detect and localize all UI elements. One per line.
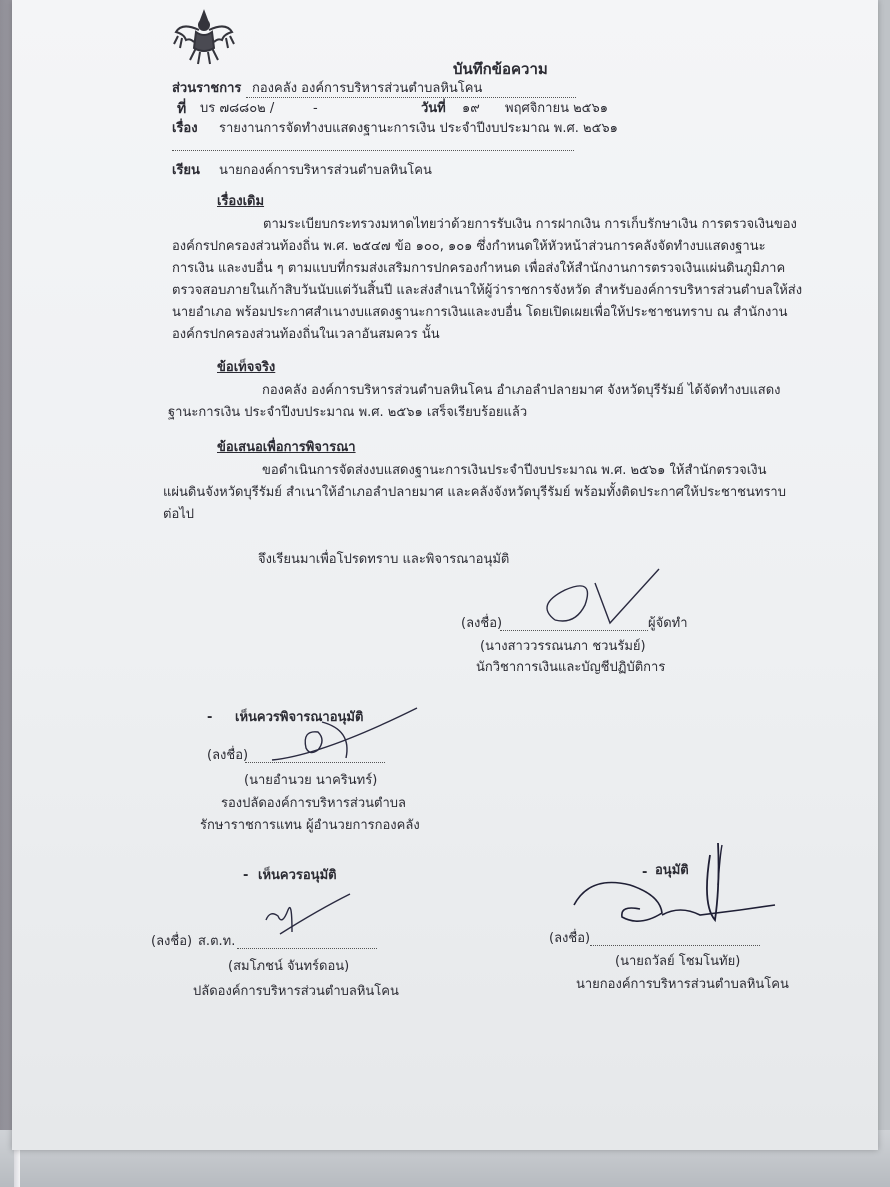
background-heading: เรื่องเดิม bbox=[217, 194, 265, 209]
no-dash: - bbox=[313, 101, 318, 116]
mayor-sign-label: (ลงชื่อ) bbox=[549, 931, 591, 946]
deputy-position-1: รองปลัดองค์การบริหารส่วนตำบล bbox=[221, 796, 406, 811]
mayor-position: นายกองค์การบริหารส่วนตำบลหินโคน bbox=[576, 977, 789, 992]
deputy-sign-line bbox=[245, 762, 385, 763]
subject-dotted-line bbox=[172, 150, 574, 151]
preparer-signature-icon bbox=[525, 565, 665, 635]
garuda-emblem-icon bbox=[172, 8, 236, 68]
preparer-position: นักวิชาการเงินและบัญชีปฏิบัติการ bbox=[476, 660, 666, 675]
memo-title: บันทึกข้อความ bbox=[453, 60, 548, 78]
no-value: บร ๗๘๘๐๒ / bbox=[200, 101, 275, 116]
clerk-opinion: เห็นควรอนุมัติ bbox=[258, 868, 337, 883]
no-label: ที่ bbox=[177, 101, 187, 117]
preparer-name: (นางสาววรรณนภา ชวนรัมย์) bbox=[480, 639, 646, 654]
mayor-name: (นายถวัลย์ โชมโนทัย) bbox=[615, 954, 741, 969]
deputy-sign-label: (ลงชื่อ) bbox=[207, 748, 249, 763]
date-day: ๑๙ bbox=[462, 101, 480, 116]
mayor-sign-line bbox=[590, 945, 760, 946]
background-line: ตามระเบียบกระทรวงมหาดไทยว่าด้วยการรับเงิน การฝากเงิน การเก็บรักษาเงิน การตรวจเงินของ bbox=[263, 217, 797, 232]
dept-dotted-line bbox=[246, 97, 576, 98]
subject-label: เรื่อง bbox=[172, 121, 198, 136]
to-label: เรียน bbox=[172, 163, 200, 178]
closing-line: จึงเรียนมาเพื่อโปรดทราบ และพิจารณาอนุมัติ bbox=[258, 552, 510, 567]
background-line: ตรวจสอบภายในเก้าสิบวันนับแต่วันสิ้นปี และส่งสำเนาให้ผู้ว่าราชการจังหวัด สำหรับองค์การบริหารส่วนตำบลให้ส่ง bbox=[172, 283, 803, 298]
dept-label: ส่วนราชการ bbox=[172, 81, 242, 96]
proposal-line: แผ่นดินจังหวัดบุรีรัมย์ สำเนาให้อำเภอลำปลายมาศ และคลังจังหวัดบุรีรัมย์ พร้อมทั้งติดประกาศให้ประชาชนทราบ bbox=[163, 485, 786, 500]
preparer-sign-line bbox=[500, 630, 648, 631]
subject-value: รายงานการจัดทำงบแสดงฐานะการเงิน ประจำปีงบประมาณ พ.ศ. ๒๕๖๑ bbox=[219, 121, 618, 136]
facts-line: ฐานะการเงิน ประจำปีงบประมาณ พ.ศ. ๒๕๖๑ เสร็จเรียบร้อยแล้ว bbox=[168, 405, 528, 420]
to-value: นายกองค์การบริหารส่วนตำบลหินโคน bbox=[219, 163, 432, 178]
clerk-sign-prefix: ส.ต.ท. bbox=[198, 934, 236, 949]
facts-line: กองคลัง องค์การบริหารส่วนตำบลหินโคน อำเภอลำปลายมาศ จังหวัดบุรีรัมย์ ได้จัดทำงบแสดง bbox=[262, 383, 781, 398]
preparer-sign-label: (ลงชื่อ) bbox=[461, 616, 503, 631]
proposal-heading: ข้อเสนอเพื่อการพิจารณา bbox=[217, 440, 356, 455]
deputy-opinion: เห็นควรพิจารณาอนุมัติ bbox=[235, 710, 364, 725]
proposal-line: ต่อไป bbox=[163, 507, 195, 522]
deputy-signature-icon bbox=[262, 700, 422, 770]
background-line: การเงิน และงบอื่น ๆ ตามแบบที่กรมส่งเสริมการปกครองกำหนด เพื่อส่งให้สำนักงานการตรวจเงินแผ่นดินภูมิภาค bbox=[172, 261, 786, 276]
clerk-dash: - bbox=[243, 868, 249, 883]
background-line: องค์กรปกครองส่วนท้องถิ่น พ.ศ. ๒๕๔๗ ข้อ ๑๐๐, ๑๐๑ ซึ่งกำหนดให้หัวหน้าส่วนการคลังจัดทำงบแสดงฐานะ bbox=[172, 239, 766, 254]
background-line: องค์กรปกครองส่วนท้องถิ่นในเวลาอันสมควร นั้น bbox=[172, 327, 440, 342]
deputy-position-2: รักษาราชการแทน ผู้อำนวยการกองคลัง bbox=[200, 818, 420, 833]
mayor-opinion: อนุมัติ bbox=[655, 863, 689, 878]
clerk-position: ปลัดองค์การบริหารส่วนตำบลหินโคน bbox=[193, 984, 399, 999]
mayor-dash: - bbox=[642, 865, 648, 880]
deputy-name: (นายอำนวย นาครินทร์) bbox=[244, 773, 378, 788]
mayor-signature-icon bbox=[570, 835, 780, 935]
clerk-sign-line bbox=[237, 948, 377, 949]
background-line: นายอำเภอ พร้อมประกาศสำเนางบแสดงฐานะการเงินและงบอื่น โดยเปิดเผยเพื่อให้ประชาชนทราบ ณ สำนักงาน bbox=[172, 305, 788, 320]
clerk-sign-label: (ลงชื่อ) bbox=[151, 934, 193, 949]
date-rest: พฤศจิกายน ๒๕๖๑ bbox=[505, 101, 609, 116]
dept-value: กองคลัง องค์การบริหารส่วนตำบลหินโคน bbox=[252, 81, 483, 96]
preparer-role: ผู้จัดทำ bbox=[648, 616, 688, 631]
proposal-line: ขอดำเนินการจัดส่งงบแสดงฐานะการเงินประจำปีงบประมาณ พ.ศ. ๒๕๖๑ ให้สำนักตรวจเงิน bbox=[262, 463, 767, 478]
deputy-dash: - bbox=[207, 710, 213, 725]
clerk-signature-icon bbox=[258, 890, 358, 940]
clerk-name: (สมโภชน์ จันทร์ดอน) bbox=[228, 959, 350, 974]
facts-heading: ข้อเท็จจริง bbox=[217, 360, 276, 375]
date-label: วันที่ bbox=[421, 101, 446, 116]
